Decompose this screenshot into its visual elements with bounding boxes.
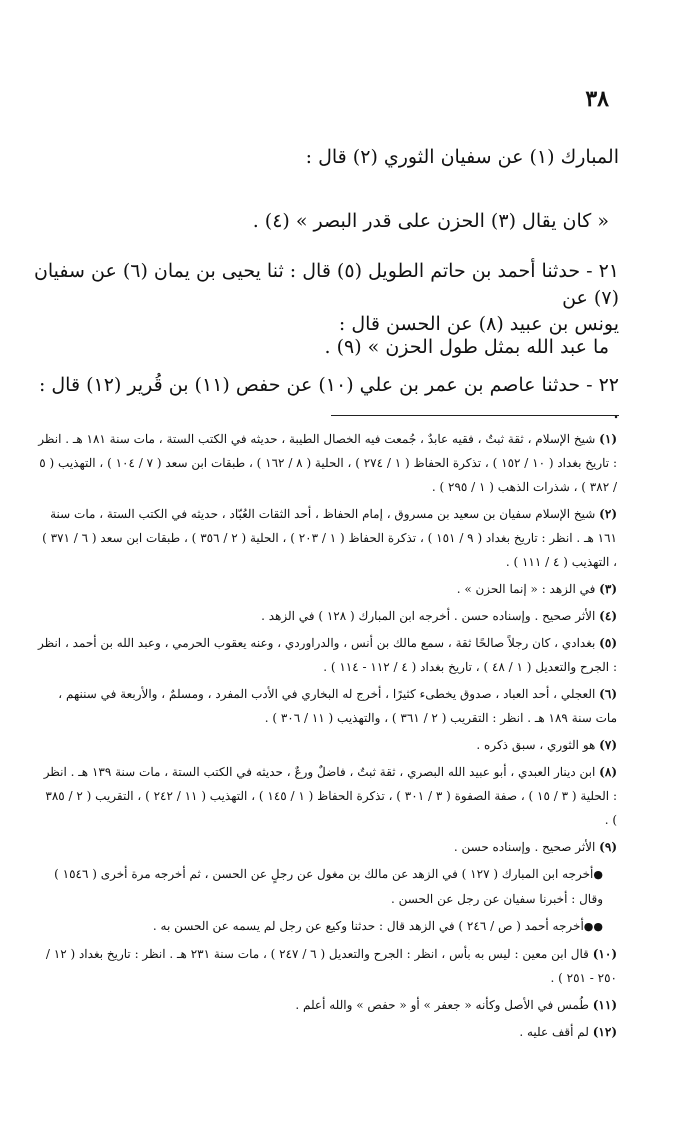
footnote (37, 733, 617, 757)
footnote-number: (٢) (599, 507, 617, 521)
footnote (37, 835, 617, 859)
footnote-separator (331, 415, 619, 416)
footnote-text: لم أقف عليه . (519, 1025, 589, 1039)
footnote (37, 604, 617, 628)
footnote (37, 942, 617, 990)
footnote-subitem (37, 914, 603, 939)
bullet-icon: ● (593, 868, 603, 881)
footnote-number: (١٠) (592, 947, 617, 961)
footnote-subitem (37, 862, 603, 911)
footnote (37, 993, 617, 1017)
footnote-text: في الزهد : « إنما الحزن » . (456, 582, 596, 596)
footnote-text: العجلي ، أحد العباد ، صدوق يخطىء كثيرًا ، أخرج له البخاري في الأدب المفرد ، ومسلمٌ ، والأربعة في سننهم ، مات سنة ١٨٩ هـ . انظر : التقريب ( ٢ / ٣٦١ ) ، والتهذيب ( ١١ / ٣٠٦ ) . (58, 687, 617, 725)
footnote-text: قال ابن معين : ليس به بأس ، انظر : الجرح والتعديل ( ٦ / ٢٤٧ ) ، مات سنة ٢٣١ هـ . انظر : تاريخ بغداد ( ١٢ / ٢٥٠ - ٢٥١ ) . (45, 947, 617, 985)
main-line-quote: ما عبد الله بمثل طول الحزن » (٩) . (324, 336, 609, 358)
footnote (37, 1020, 617, 1044)
main-paragraph-21 (29, 258, 619, 338)
footnote-subitem-text: أخرجه ابن المبارك ( ١٢٧ ) في الزهد عن مالك بن مغول عن رجلٍ عن الحسن ، ثم أخرجه مرة أخرى ( ١٥٤٦ ) وقال : أخبرنا سفيان عن رجل عن الحسن . (54, 867, 603, 906)
footnote (37, 427, 617, 499)
footnote-number: (٦) (599, 687, 617, 701)
page-number: ٣٨ (585, 86, 609, 112)
footnote (37, 577, 617, 601)
footnote-text: هو الثوري ، سبق ذكره . (476, 738, 596, 752)
footnote-number: (٧) (599, 738, 617, 752)
footnote-number: (١١) (592, 998, 617, 1012)
footnote-text: شيخ الإسلام ، ثقة ثبتٌ ، فقيه عابدٌ ، جُمعت فيه الخصال الطيبة ، حديثه في الكتب الستة ، مات سنة ١٨١ هـ . انظر : تاريخ بغداد ( ١٠ / ١٥٢ ) ، تذكرة الحفاظ ( ١ / ٢٧٤ ) ، الحلية ( ٨ / ١٦٢ ) ، طبقات ابن سعد ( ٧ / ١٠٤ ) ، التهذيب ( ٥ / ٣٨٢ ) ، شذرات الذهب ( ١ / ٢٩٥ ) . (38, 432, 617, 494)
main-paragraph-22: ٢٢ - حدثنا عاصم بن عمر بن علي (١٠) عن حفص (١١) بن قُرير (١٢) قال : . (38, 374, 619, 423)
footnote (37, 631, 617, 679)
main-line-2: « كان يقال (٣) الحزن على قدر البصر » (٤) . (252, 210, 609, 232)
footnote (37, 682, 617, 730)
footnote-number: (٥) (599, 636, 617, 650)
paragraph-21-line-1: ٢١ - حدثنا أحمد بن حاتم الطويل (٥) قال : ثنا يحيى بن يمان (٦) عن سفيان (٧) عن (33, 260, 619, 309)
footnote-subitem-text: أخرجه أحمد ( ص / ٢٤٦ ) في الزهد قال : حدثنا وكيع عن رجل لم يسمه عن الحسن به . (152, 919, 584, 933)
main-line-1: المبارك (١) عن سفيان الثوري (٢) قال : (305, 146, 619, 168)
footnote-text: ابن دينار العبدي ، أبو عبيد الله البصري ، ثقة ثبتٌ ، فاضلٌ ورعٌ ، حديثه في الكتب الستة ، مات سنة ١٣٩ هـ . انظر : الحلية ( ٣ / ١٥ ) ، صفة الصفوة ( ٣ / ٣٠١ ) ، تذكرة الحفاظ ( ١ / ١٤٥ ) ، التهذيب ( ١١ / ٢٤٢ ) ، التقريب ( ٢ / ٣٨٥ ) . (43, 765, 617, 827)
footnote-text: بغدادي ، كان رجلاً صالحًا ثقة ، سمع مالك بن أنس ، والدراوردي ، وعنه يعقوب الحرمي ، وعبد الله بن أحمد ، انظر : الجرح والتعديل ( ١ / ٤٨ ) ، تاريخ بغداد ( ٤ / ١١٢ - ١١٤ ) . (37, 636, 617, 674)
footnote-number: (١٢) (592, 1025, 617, 1039)
footnotes (37, 427, 617, 1047)
footnote-text: طُمس في الأصل وكأنه « جعفر » أو « حفص » والله أعلم . (295, 998, 589, 1012)
footnote-number: (١) (599, 432, 617, 446)
footnote-number: (٩) (599, 840, 617, 854)
footnote-text: الأثر صحيح . وإسناده حسن . أخرجه ابن المبارك ( ١٢٨ ) في الزهد . (261, 609, 596, 623)
footnote (37, 760, 617, 832)
footnote-text: الأثر صحيح . وإسناده حسن . (453, 840, 596, 854)
footnote (37, 502, 617, 574)
footnote-number: (٣) (599, 582, 617, 596)
paragraph-21-line-2: يونس بن عبيد (٨) عن الحسن قال : (338, 313, 619, 336)
footnote-number: (٨) (599, 765, 617, 779)
footnote-number: (٤) (599, 609, 617, 623)
double-bullet-icon: ●● (583, 920, 603, 933)
footnote-text: شيخ الإسلام سفيان بن سعيد بن مسروق ، إمام الحفاظ ، أحد الثقات العُبّاد ، حديثه في الكتب الستة ، مات سنة ١٦١ هـ . انظر : تاريخ بغداد ( ٩ / ١٥١ ) ، تذكرة الحفاظ ( ١ / ٢٠٣ ) ، الحلية ( ٢ / ٣٥٦ ) ، طبقات ابن سعد ( ٦ / ٣٧١ ) ، التهذيب ( ٤ / ١١١ ) . (42, 507, 617, 569)
